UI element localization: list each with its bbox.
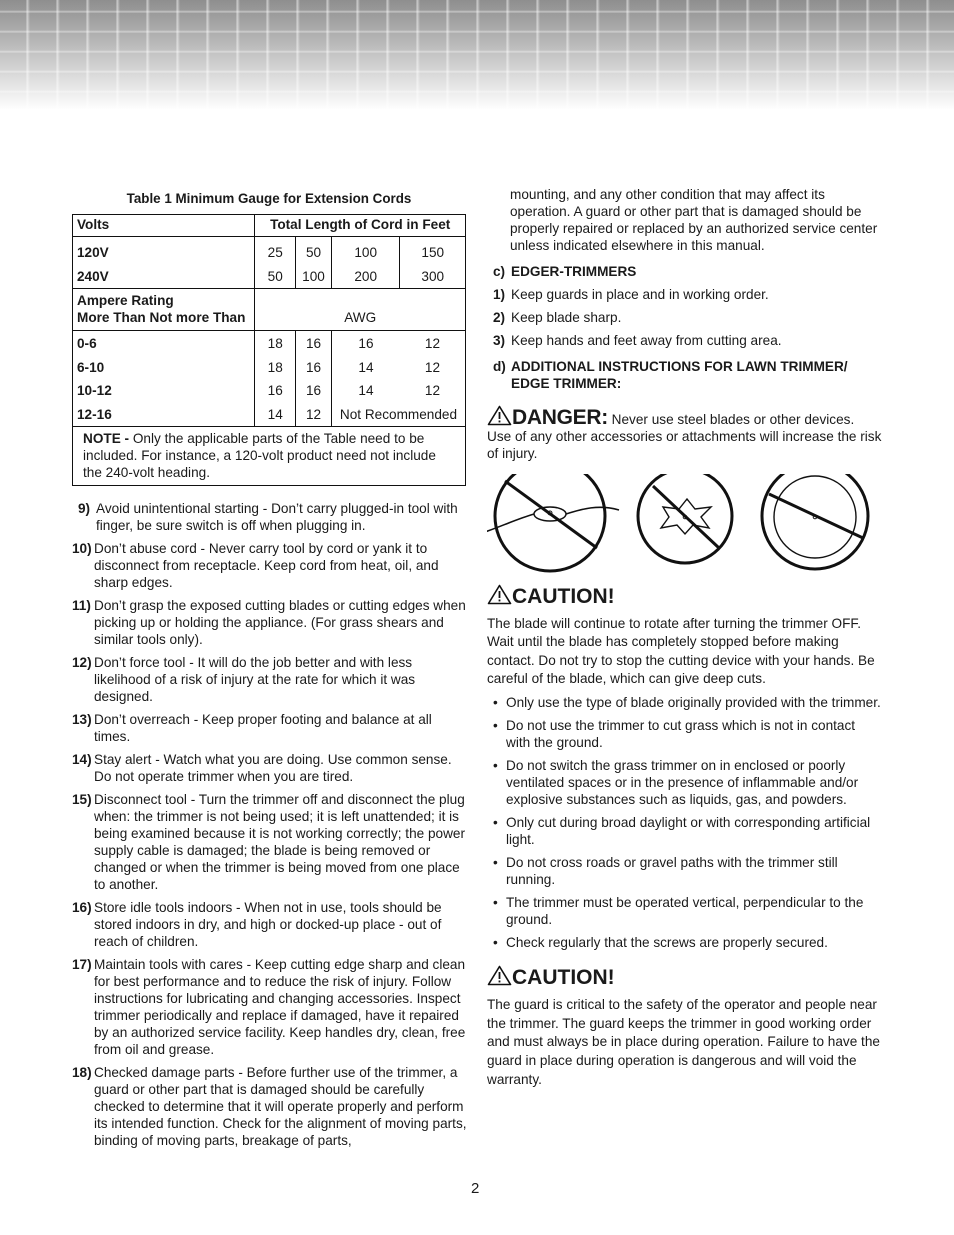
warning-triangle-icon (487, 405, 512, 426)
warning-triangle-icon (487, 584, 512, 605)
list-item: 3) Keep hands and feet away from cutting area. (493, 333, 782, 348)
list-item: • Do not use the trimmer to cut grass which is not in contact with the ground. (493, 718, 856, 751)
danger-warning (487, 405, 882, 462)
volt-col-1: 25 50 (255, 237, 296, 289)
continuation-text: mounting, and any other condition that may affect its operation. A guard or other part that is damaged should be properly repaired or replaced by an authorized service center unless indicated elsewhere in this manual. (510, 187, 878, 253)
note-row (73, 427, 466, 486)
awg-col-2: 16 16 16 12 (296, 331, 332, 427)
volt-col-3: 100 200 (331, 237, 400, 289)
list-item: • Do not cross roads or gravel paths with the trimmer still running. (493, 855, 838, 888)
list-item: 9) Avoid unintentional starting - Don’t carry plugged-in tool with finger, be sure switch is off when plugging in. (78, 501, 458, 533)
danger-label: DANGER: (512, 406, 608, 429)
extension-cord-table (72, 214, 466, 486)
list-item: • Only use the type of blade originally provided with the trimmer. (493, 695, 881, 711)
ampere-labels: 0-6 6-10 10-12 12-16 (73, 331, 255, 427)
ampere-header-row (73, 289, 466, 331)
not-recommended-cell: Not Recommended (331, 403, 465, 427)
caution-text-1: The blade will continue to rotate after turning the trimmer OFF. Wait until the blade has completely stopped before making contact. Do not try to stop the cutting device with your hands. Be careful of the blade, which can give deep cuts. (487, 616, 875, 686)
awg-cols-3-4: 16 14 14 12 12 12 Not Recommended (331, 331, 465, 427)
length-header: Total Length of Cord in Feet (255, 215, 466, 237)
caution-bullets (487, 694, 882, 951)
list-item: 1) Keep guards in place and in working order. (493, 287, 769, 302)
section-d-heading: d) ADDITIONAL INSTRUCTIONS FOR LAWN TRIMMER/ EDGE TRIMMER: (493, 359, 848, 391)
header-band (0, 0, 954, 110)
caution-text-2: The guard is critical to the safety of the operator and people near the trimmer. The guard keeps the trimmer in good working order and must always be in place during operation. Failure to have the guard in place during operation is dangerous and will void the warranty. (487, 997, 880, 1087)
table-header-row (73, 215, 466, 237)
list-item: 15) Disconnect tool - Turn the trimmer off and disconnect the plug when: the trimmer is not being used; it is left unattended; it is being examined because it is not working correctly; the power supply cable is damaged; the blade is being removed or changed or when the trimmer is being moved from one place to another. (72, 792, 466, 892)
list-item: 16) Store idle tools indoors - When not in use, tools should be stored indoors in dry, and high or docked-up place - out of reach of children. (72, 900, 442, 949)
list-item: 2) Keep blade sharp. (493, 310, 622, 325)
table-note: NOTE - Only the applicable parts of the Table need to be included. For instance, a 120-volt product need not include the 240-volt heading. (73, 427, 466, 486)
list-item: • Do not switch the grass trimmer on in enclosed or poorly ventilated spaces or in the presence of inflammable and/or explosive substances such as liquids, gas, and powders. (493, 758, 859, 808)
list-item: • Check regularly that the screws are properly secured. (493, 935, 828, 951)
list-item: 10) Don’t abuse cord - Never carry tool by cord or yank it to disconnect from receptacle. Keep cord from heat, oil, and sharp edges. (72, 541, 439, 590)
list-item: • The trimmer must be operated vertical, perpendicular to the ground. (493, 895, 864, 928)
volt-labels: 120V 240V (73, 237, 255, 289)
left-column (72, 190, 468, 1155)
prohibited-blades-icon (487, 474, 882, 574)
list-item: 13) Don’t overreach - Keep proper footing and balance at all times. (72, 712, 432, 744)
right-column (487, 186, 882, 1089)
volts-row (73, 237, 466, 289)
ampere-rows (73, 331, 466, 427)
list-item: 18) Checked damage parts - Before further use of the trimmer, a guard or other part that is damaged should be carefully checked to determine that it will operate properly and perform its intended function. Check for the alignment of moving parts, binding of moving parts, breakage of parts, (72, 1065, 467, 1148)
volt-col-2: 50 100 (296, 237, 332, 289)
list-item: 14) Stay alert - Watch what you are doing. Use common sense. Do not operate trimmer when you are tired. (72, 752, 452, 784)
danger-text: Never use steel blades or other devices. Use of any other accessories or attachments will increase the risk of injury. (487, 412, 882, 461)
awg-col-1: 18 18 16 14 (255, 331, 296, 427)
table-title: Table 1 Minimum Gauge for Extension Cords (126, 191, 412, 206)
warning-triangle-icon (487, 965, 512, 986)
prohibited-blades-illustration (487, 474, 882, 574)
caution-heading-1: CAUTION! (487, 584, 882, 609)
awg-label: AWG (255, 289, 466, 331)
caution-heading-2: CAUTION! (487, 965, 882, 990)
list-item: 12) Don’t force tool - It will do the job better and with less likelihood of a risk of injury at the rate for which it was designed. (72, 655, 416, 704)
page-number: 2 (471, 1180, 480, 1197)
safety-list-left (72, 500, 468, 1149)
volt-col-4: 150 300 (400, 237, 466, 289)
list-item: 11) Don’t grasp the exposed cutting blades or cutting edges when picking up or holding the appliance. (For grass shears and similar tools only). (72, 598, 466, 647)
volts-header: Volts (73, 215, 255, 237)
ampere-header: Ampere Rating More Than Not more Than (73, 289, 255, 331)
list-item: • Only cut during broad daylight or with corresponding artificial light. (493, 815, 871, 848)
list-item: 17) Maintain tools with cares - Keep cutting edge sharp and clean for best performance and to reduce the risk of injury. Follow instructions for lubricating and changing accessories. Inspect trimmer periodically and replace if damaged, have it repaired by an authorized service facility. Keep handles dry, clean, free from oil and grease. (72, 957, 466, 1057)
section-c-heading: c) EDGER-TRIMMERS (493, 264, 637, 279)
